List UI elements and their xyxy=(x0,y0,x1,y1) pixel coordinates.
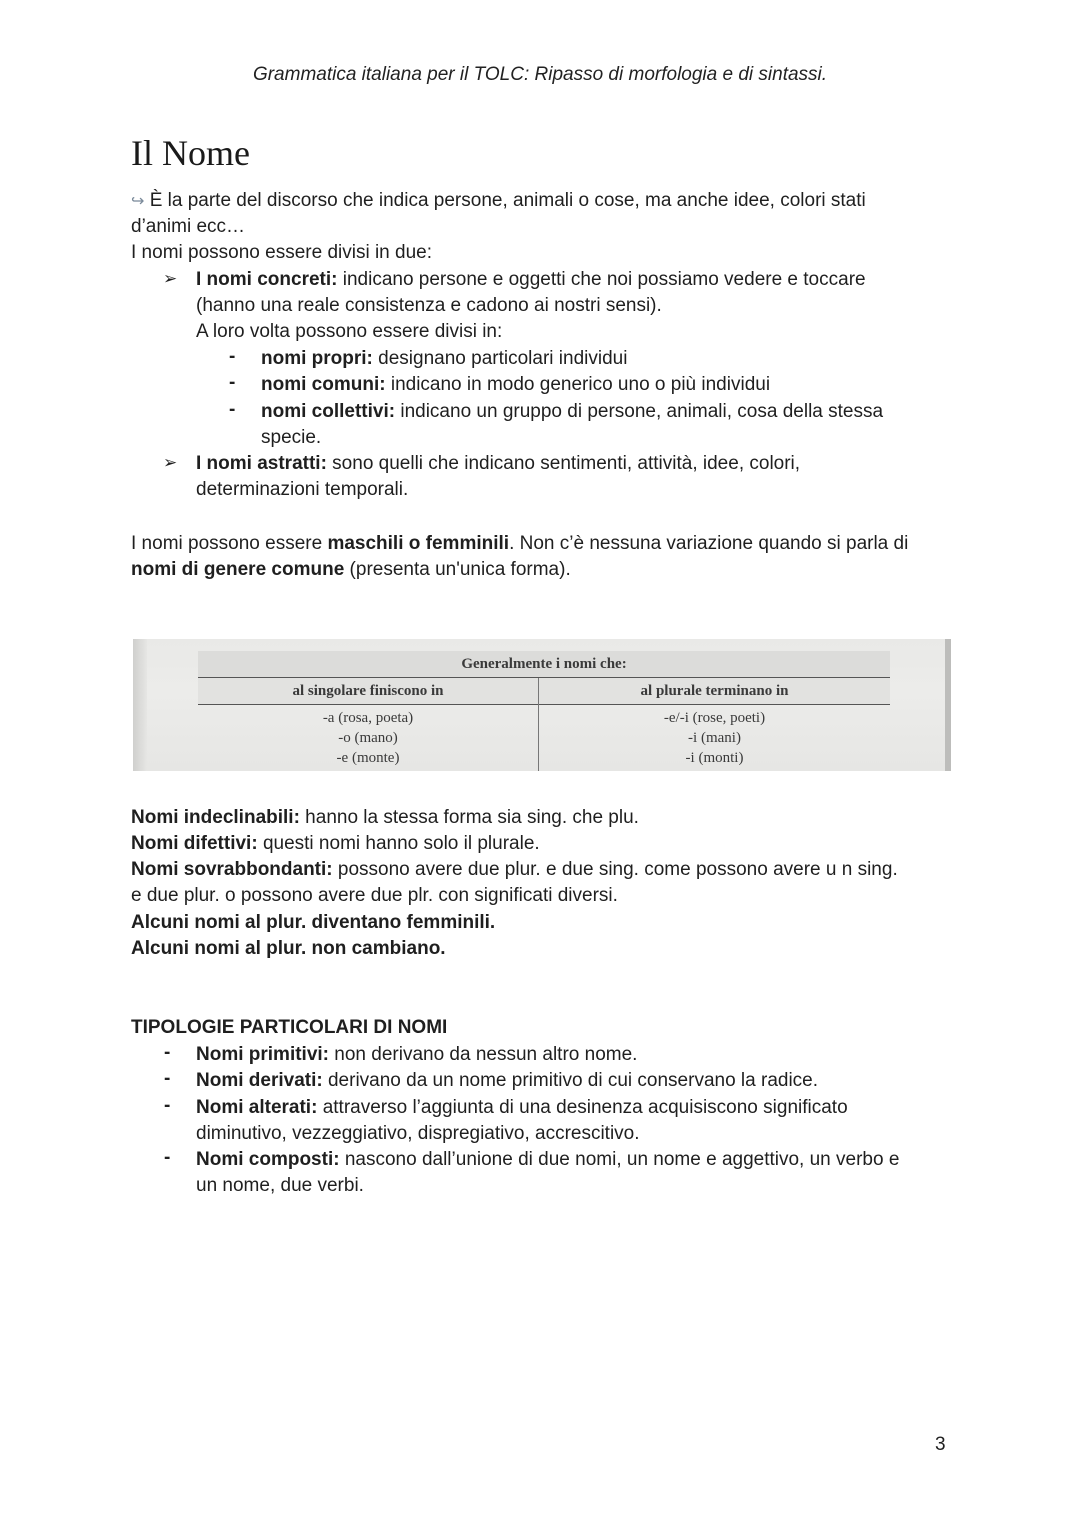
table-cell: -e/-i (rose, poeti) xyxy=(663,710,766,726)
dash-bullet: - xyxy=(229,346,236,367)
bullet-arrow-icon: ➢ xyxy=(163,453,178,472)
subitem-propri: nomi propri: designano particolari individui xyxy=(261,348,628,369)
intro-line-1: ↪ È la parte del discorso che indica persone, animali o cose, ma anche idee, colori stati xyxy=(131,190,866,211)
dash-bullet: - xyxy=(229,399,236,420)
intro-line-3: I nomi possono essere divisi in due: xyxy=(131,242,432,263)
page-number: 3 xyxy=(935,1434,946,1455)
concreti-line-2: (hanno una reale consistenza e cadono ai nostri sensi). xyxy=(196,295,662,316)
scan-shadow xyxy=(133,639,147,771)
dash-bullet: - xyxy=(229,372,236,393)
tipologie-heading: TIPOLOGIE PARTICOLARI DI NOMI xyxy=(131,1017,448,1038)
tipologia-composti: Nomi composti: nascono dall’unione di due nomi, un nome e aggettivo, un verbo e xyxy=(196,1149,900,1170)
table-cell: -o (mano) xyxy=(338,730,398,746)
table-rule xyxy=(198,704,890,705)
astratti-line-1: I nomi astratti: sono quelli che indicano sentimenti, attività, idee, colori, xyxy=(196,453,801,474)
table-title: Generalmente i nomi che: xyxy=(198,651,890,677)
def-sovrabbondanti: Nomi sovrabbondanti: possono avere due plur. e due sing. come possono avere u n sing. xyxy=(131,859,898,880)
table-col1-header: al singolare finiscono in xyxy=(292,683,444,699)
endings-table xyxy=(133,639,951,771)
astratti-line-2: determinazioni temporali. xyxy=(196,479,409,500)
tipologia-composti-cont: un nome, due verbi. xyxy=(196,1175,364,1196)
tipologia-primitivi: Nomi primitivi: non derivano da nessun altro nome. xyxy=(196,1044,638,1065)
table-col1-cells xyxy=(198,708,538,768)
tipologia-alterati-cont: diminutivo, vezzeggiativo, dispregiativo, accrescitivo. xyxy=(196,1123,640,1144)
concreti-line-1: I nomi concreti: indicano persone e oggetti che noi possiamo vedere e toccare xyxy=(196,269,866,290)
dash-bullet: - xyxy=(164,1147,171,1168)
table-cell: -i (monti) xyxy=(685,750,744,766)
bullet-arrow-icon: ➢ xyxy=(163,269,178,288)
table-cell: -e (monte) xyxy=(336,750,400,766)
subitem-collettivi: nomi collettivi: indicano un gruppo di persone, animali, cosa della stessa xyxy=(261,401,884,422)
dash-bullet: - xyxy=(164,1042,171,1063)
table-col2-cells xyxy=(539,708,890,768)
dash-bullet: - xyxy=(164,1095,171,1116)
table-col2-header: al plurale terminano in xyxy=(640,683,789,699)
def-sovrabbondanti-cont: e due plur. o possono avere due plr. con significati diversi. xyxy=(131,885,618,906)
intro-line-2: d’animi ecc… xyxy=(131,216,246,237)
subitem-comuni: nomi comuni: indicano in modo generico uno o più individui xyxy=(261,374,771,395)
def-femminili: Alcuni nomi al plur. diventano femminili. xyxy=(131,912,496,933)
tipologia-alterati: Nomi alterati: attraverso l’aggiunta di una desinenza acquisiscono significato xyxy=(196,1097,848,1118)
table-cell: -i (mani) xyxy=(688,730,741,746)
def-difettivi: Nomi difettivi: questi nomi hanno solo il plurale. xyxy=(131,833,540,854)
def-non-cambiano: Alcuni nomi al plur. non cambiano. xyxy=(131,938,446,959)
scan-edge xyxy=(945,639,951,771)
dash-bullet: - xyxy=(164,1068,171,1089)
concreti-line-3: A loro volta possono essere divisi in: xyxy=(196,321,503,342)
genere-line-1: I nomi possono essere maschili o femminili. Non c’è nessuna variazione quando si parla di xyxy=(131,533,909,554)
subitem-collettivi-cont: specie. xyxy=(261,427,322,448)
page-header: Grammatica italiana per il TOLC: Ripasso di morfologia e di sintassi. xyxy=(252,64,828,85)
arrow-icon: ↪ xyxy=(131,193,145,210)
genere-line-2: nomi di genere comune (presenta un'unica forma). xyxy=(131,559,571,580)
tipologia-derivati: Nomi derivati: derivano da un nome primitivo di cui conservano la radice. xyxy=(196,1070,819,1091)
def-indeclinabili: Nomi indeclinabili: hanno la stessa forma sia sing. che plu. xyxy=(131,807,639,828)
table-cell: -a (rosa, poeta) xyxy=(322,710,414,726)
page-title: Il Nome xyxy=(131,133,250,173)
